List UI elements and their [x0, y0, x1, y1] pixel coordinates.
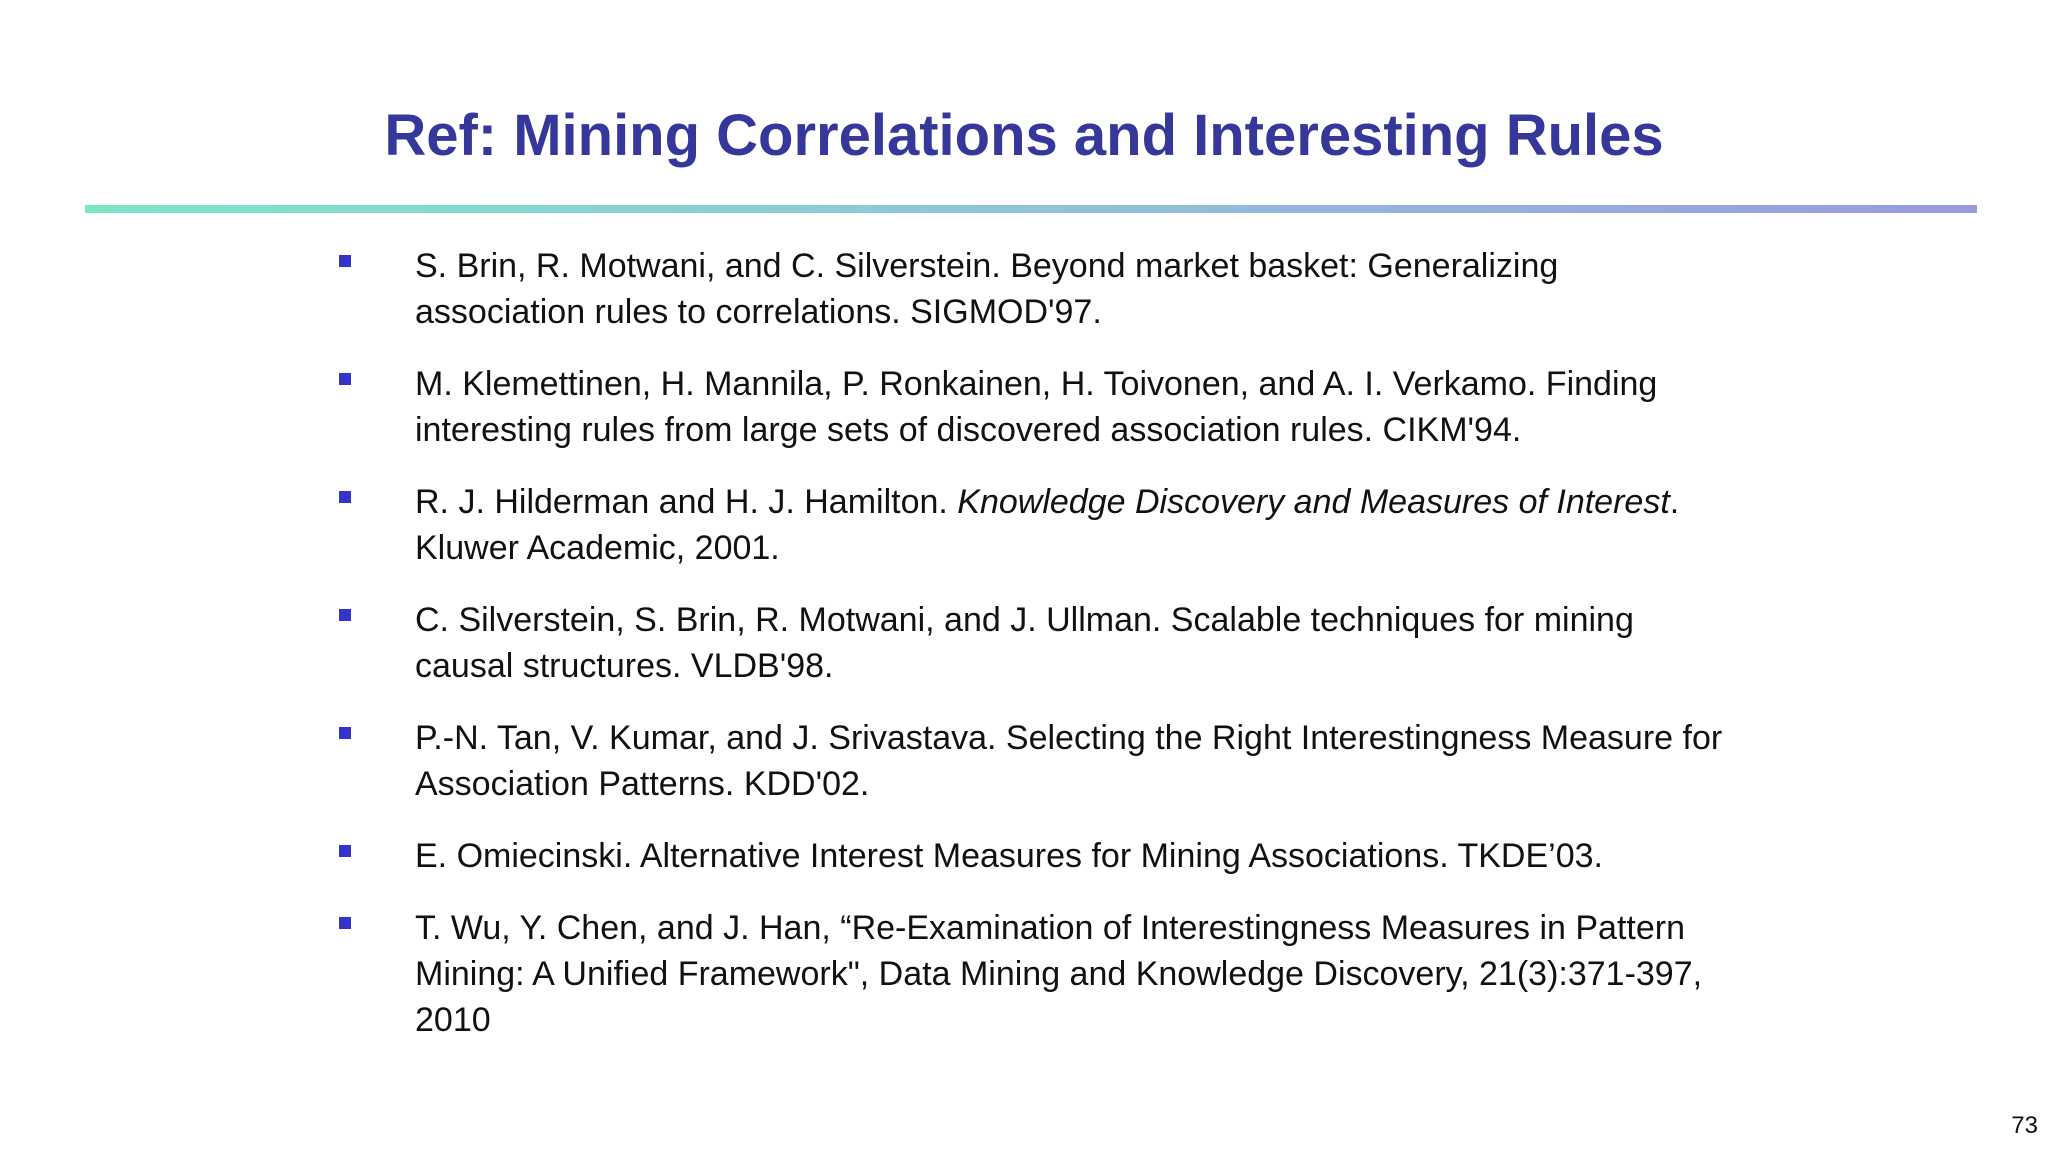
reference-text: M. Klemettinen, H. Mannila, P. Ronkainen, H. Toivonen, and A. I. Verkamo. Finding interesting rules from large sets of discovered association rules. CIKM'94. [415, 365, 1658, 449]
reference-text: R. J. Hilderman and H. J. Hamilton. [415, 483, 958, 521]
bullet-square-icon [339, 917, 351, 929]
bullet-square-icon [339, 255, 351, 267]
reference-item [335, 243, 1735, 335]
reference-item [335, 833, 1735, 879]
bullet-square-icon [339, 727, 351, 739]
reference-text-after: . Kluwer Academic, 2001. [415, 483, 1680, 567]
reference-text: P.-N. Tan, V. Kumar, and J. Srivastava. Selecting the Right Interestingness Measure for Association Patterns. KDD'02. [415, 719, 1723, 803]
reference-item [335, 361, 1735, 453]
reference-text: E. Omiecinski. Alternative Interest Measures for Mining Associations. TKDE’03. [415, 837, 1603, 875]
reference-item [335, 905, 1735, 1043]
reference-list [335, 243, 1735, 1069]
title-divider [85, 205, 1977, 213]
page-number: 73 [2011, 1112, 2038, 1139]
reference-item [335, 597, 1735, 689]
bullet-square-icon [339, 609, 351, 621]
reference-italic-title: Knowledge Discovery and Measures of Interest [957, 483, 1670, 521]
reference-text: T. Wu, Y. Chen, and J. Han, “Re-Examination of Interestingness Measures in Pattern Mining: A Unified Framework", Data Mining and Knowledge Discovery, 21(3):371-397, 2010 [415, 909, 1703, 1039]
reference-text: S. Brin, R. Motwani, and C. Silverstein. Beyond market basket: Generalizing association rules to correlations. SIGMOD'97. [415, 247, 1559, 331]
reference-item [335, 715, 1735, 807]
slide-title: Ref: Mining Correlations and Interesting Rules [384, 103, 1664, 168]
bullet-square-icon [339, 373, 351, 385]
bullet-square-icon [339, 491, 351, 503]
reference-text: C. Silverstein, S. Brin, R. Motwani, and J. Ullman. Scalable techniques for mining causal structures. VLDB'98. [415, 601, 1634, 685]
reference-item [335, 479, 1735, 571]
bullet-square-icon [339, 845, 351, 857]
